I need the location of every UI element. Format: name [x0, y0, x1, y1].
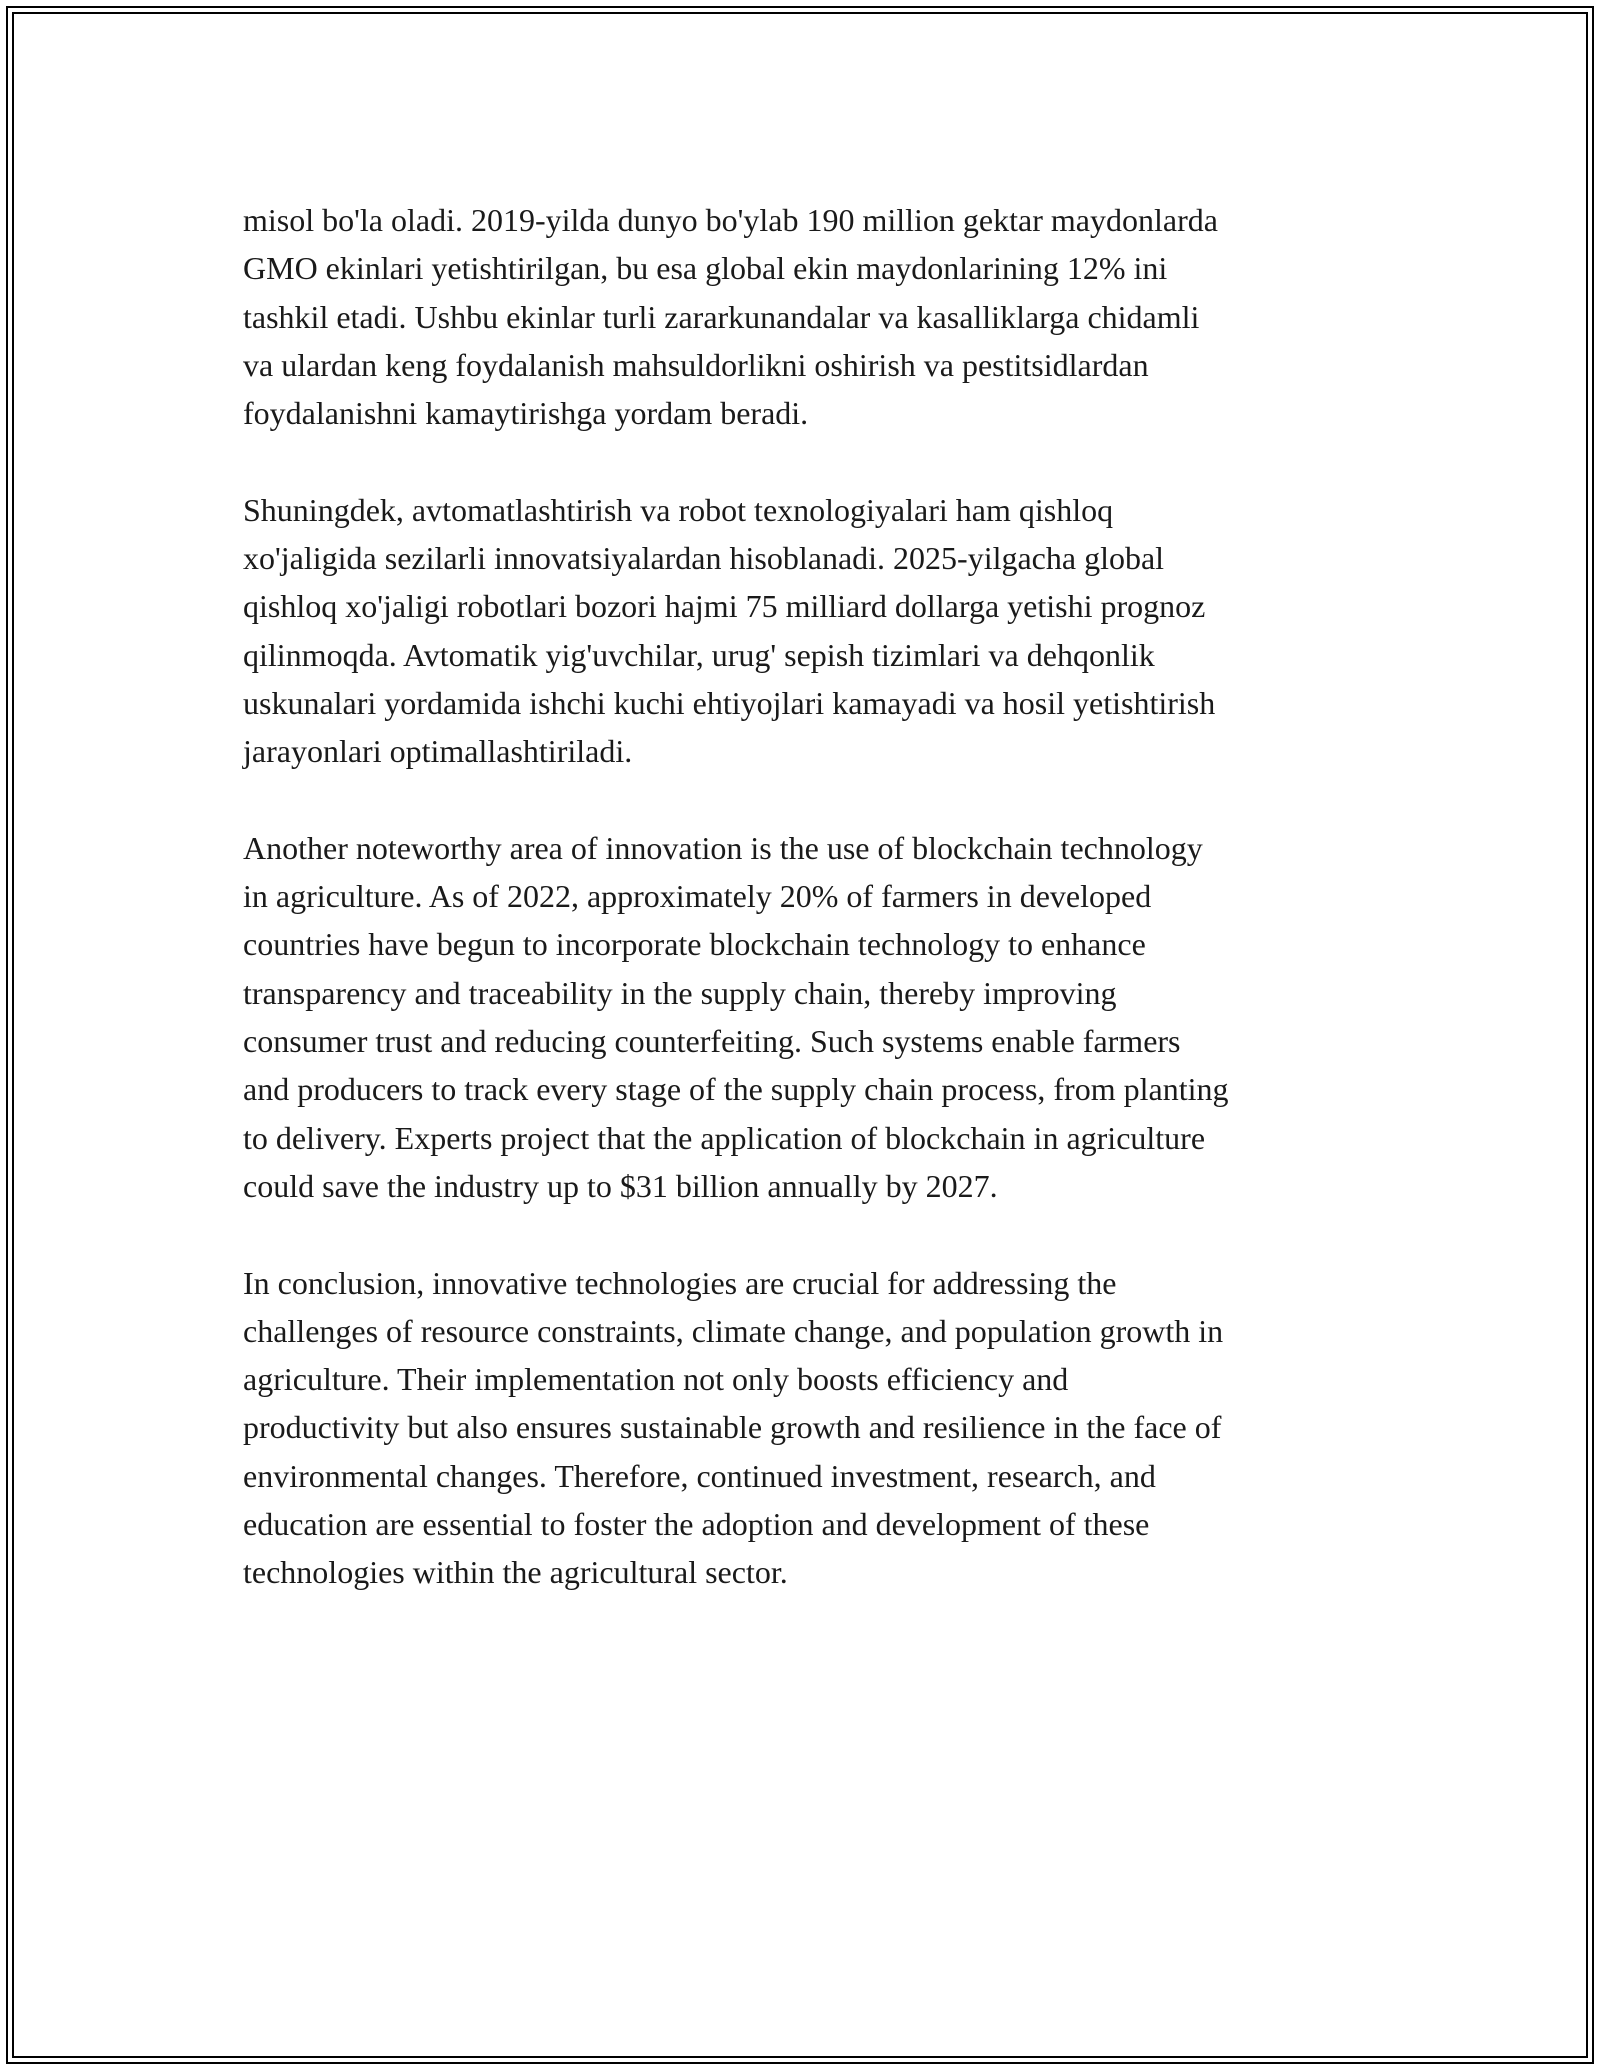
text-line: jarayonlari optimallashtiriladi.	[243, 733, 633, 770]
paragraph-conclusion	[243, 1259, 1383, 1597]
text-line: productivity but also ensures sustainable growth and resilience in the face of	[243, 1409, 1222, 1446]
text-line: tashkil etadi. Ushbu ekinlar turli zararkunandalar va kasalliklarga chidamli	[243, 298, 1200, 335]
text-line: technologies within the agricultural sector.	[243, 1554, 788, 1591]
paragraph-blockchain	[243, 824, 1383, 1210]
text-line: countries have begun to incorporate blockchain technology to enhance	[243, 926, 1146, 963]
text-line: foydalanishni kamaytirishga yordam beradi.	[243, 395, 809, 432]
text-line: xo'jaligida sezilarli innovatsiyalardan hisoblanadi. 2025-yilgacha global	[243, 540, 1165, 577]
text-line: environmental changes. Therefore, continued investment, research, and	[243, 1457, 1156, 1494]
text-line: in agriculture. As of 2022, approximately 20% of farmers in developed	[243, 878, 1152, 915]
text-line: Shuningdek, avtomatlashtirish va robot texnologiyalari ham qishloq	[243, 491, 1114, 528]
text-line: to delivery. Experts project that the application of blockchain in agriculture	[243, 1119, 1206, 1156]
text-line: challenges of resource constraints, climate change, and population growth in	[243, 1312, 1224, 1349]
text-line: consumer trust and reducing counterfeiting. Such systems enable farmers	[243, 1023, 1181, 1060]
document-body	[243, 196, 1383, 1645]
text-line: agriculture. Their implementation not only boosts efficiency and	[243, 1361, 1069, 1398]
text-line: uskunalari yordamida ishchi kuchi ehtiyojlari kamayadi va hosil yetishtirish	[243, 684, 1216, 721]
paragraph-robotics	[243, 486, 1383, 776]
text-line: In conclusion, innovative technologies are crucial for addressing the	[243, 1264, 1117, 1301]
page-frame	[6, 6, 1594, 2064]
paragraph-gmo-crops	[243, 196, 1383, 437]
text-line: transparency and traceability in the supply chain, thereby improving	[243, 974, 1117, 1011]
text-line: education are essential to foster the adoption and development of these	[243, 1506, 1150, 1543]
text-line: qishloq xo'jaligi robotlari bozori hajmi 75 milliard dollarga yetishi prognoz	[243, 588, 1206, 625]
text-line: and producers to track every stage of the supply chain process, from planting	[243, 1071, 1229, 1108]
text-line: could save the industry up to $31 billion annually by 2027.	[243, 1167, 998, 1204]
text-line: qilinmoqda. Avtomatik yig'uvchilar, urug' sepish tizimlari va dehqonlik	[243, 636, 1155, 673]
text-line: GMO ekinlari yetishtirilgan, bu esa global ekin maydonlarining 12% ini	[243, 250, 1168, 287]
text-line: misol bo'la oladi. 2019-yilda dunyo bo'ylab 190 million gektar maydonlarda	[243, 202, 1218, 238]
text-line: Another noteworthy area of innovation is the use of blockchain technology	[243, 829, 1203, 866]
text-line: va ulardan keng foydalanish mahsuldorlikni oshirish va pestitsidlardan	[243, 346, 1149, 383]
